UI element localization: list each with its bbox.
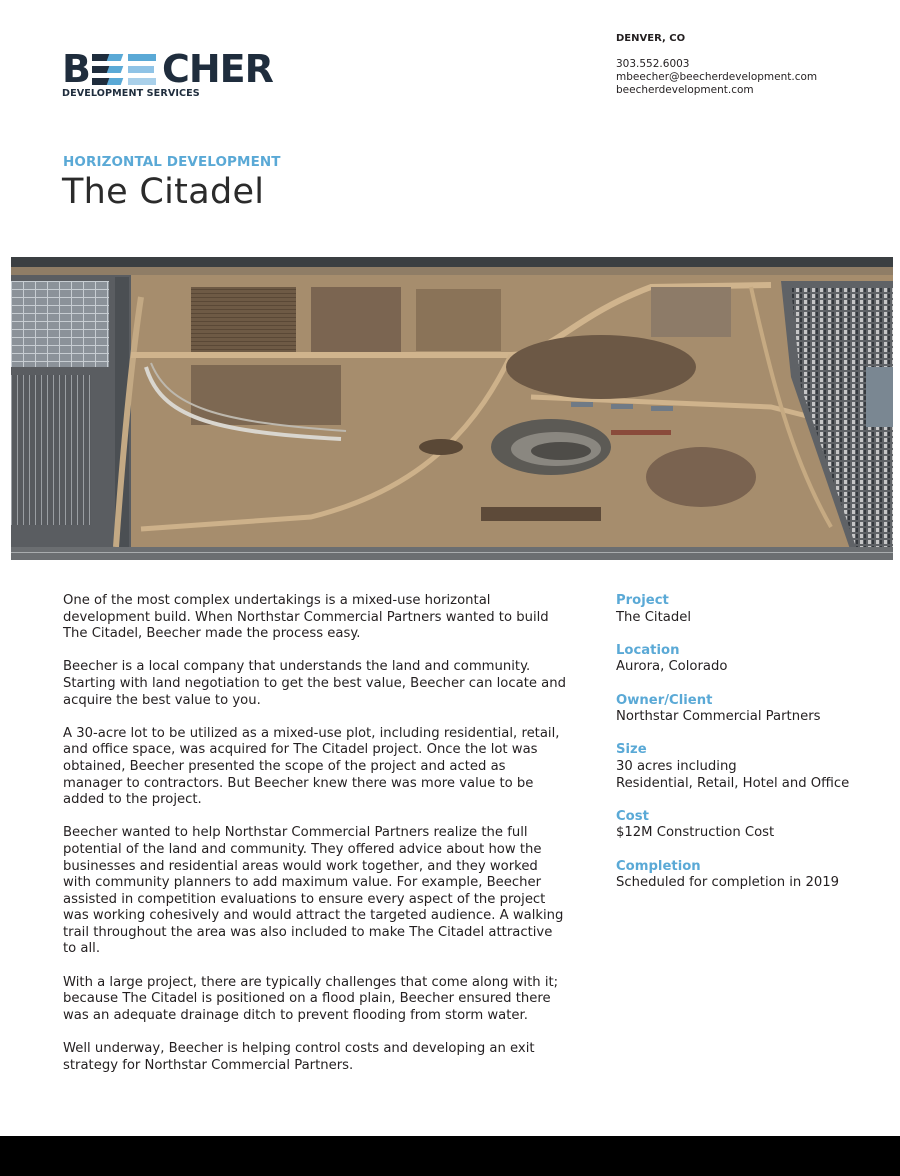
contact-website[interactable]: beecherdevelopment.com [616,84,754,96]
logo-letter-b: B [62,47,90,91]
fact-value: $12M Construction Cost [616,825,775,841]
contact-phone[interactable]: 303.552.6003 [616,58,690,70]
contact-email[interactable]: mbeecher@beecherdevelopment.com [616,71,818,83]
logo-letters-cher: CHER [161,47,273,91]
fact-owner-client [616,693,886,726]
logo-subtitle: DEVELOPMENT SERVICES [62,88,200,99]
fact-label: Cost [616,808,649,824]
paragraph-local-company: Beecher is a local company that understands the land and community. Starting with land negotiation to get the best value, Beecher can locate and acquire the best value to you. [63,659,566,708]
fact-label: Size [616,742,647,758]
fact-value: The Citadel [616,609,691,625]
contact-info [616,32,817,97]
paragraph-acquisition: A 30-acre lot to be utilized as a mixed-use plot, including residential, retail, and office space, was acquired for The Citadel project. Once the lot was obtained, Beecher presented the scope of the project and acted as manager to contractors. But Beecher knew there was more value to be added to the project. [63,725,560,808]
footer-band [0,1136,900,1176]
fact-label: Owner/Client [616,692,713,708]
project-facts [616,593,886,908]
fact-value: Residential, Retail, Hotel and Office [616,775,850,791]
fact-label: Project [616,593,669,608]
logo-stylized-e-light-icon [128,53,160,85]
section-eyebrow: HORIZONTAL DEVELOPMENT [63,154,281,170]
aerial-site-photo [11,257,893,560]
fact-label: Completion [616,858,701,874]
fact-label: Location [616,642,680,658]
beecher-logo [62,47,273,100]
fact-size [616,742,886,792]
paragraph-intro: One of the most complex undertakings is a mixed-use horizontal development build. When Northstar Commercial Partners wanted to build The Citadel, Beecher made the process easy. [63,593,549,642]
project-description [63,593,568,1091]
fact-cost [616,809,886,842]
fact-completion [616,859,886,892]
paragraph-challenges: With a large project, there are typically challenges that come along with it; because The Citadel is positioned on a flood plain, Beecher ensured there was an adequate drainage ditch to prevent flooding from storm water. [63,974,559,1023]
contact-city: DENVER, CO [616,33,686,44]
fact-value: Scheduled for completion in 2019 [616,875,840,891]
paragraph-status: Well underway, Beecher is helping control costs and developing an exit strategy for Northstar Commercial Partners. [63,1041,535,1073]
fact-value: Northstar Commercial Partners [616,709,821,725]
logo-stylized-e-icon [92,53,124,85]
fact-project [616,593,886,626]
page-title: The Citadel [62,172,265,212]
fact-location [616,643,886,676]
logo-wordmark [62,47,273,91]
fact-value: Aurora, Colorado [616,659,728,675]
paragraph-value-added: Beecher wanted to help Northstar Commercial Partners realize the full potential of the land and community. They offered advice about how the businesses and residential areas would work together, and they worked with community planners to add maximum value. For example, Beecher assisted in competition evaluations to ensure every aspect of the project was working cohesively and would attract the targeted audience. A walking trail throughout the area was also included to make The Citadel attractive to all. [63,825,564,957]
fact-value: 30 acres including [616,758,737,774]
